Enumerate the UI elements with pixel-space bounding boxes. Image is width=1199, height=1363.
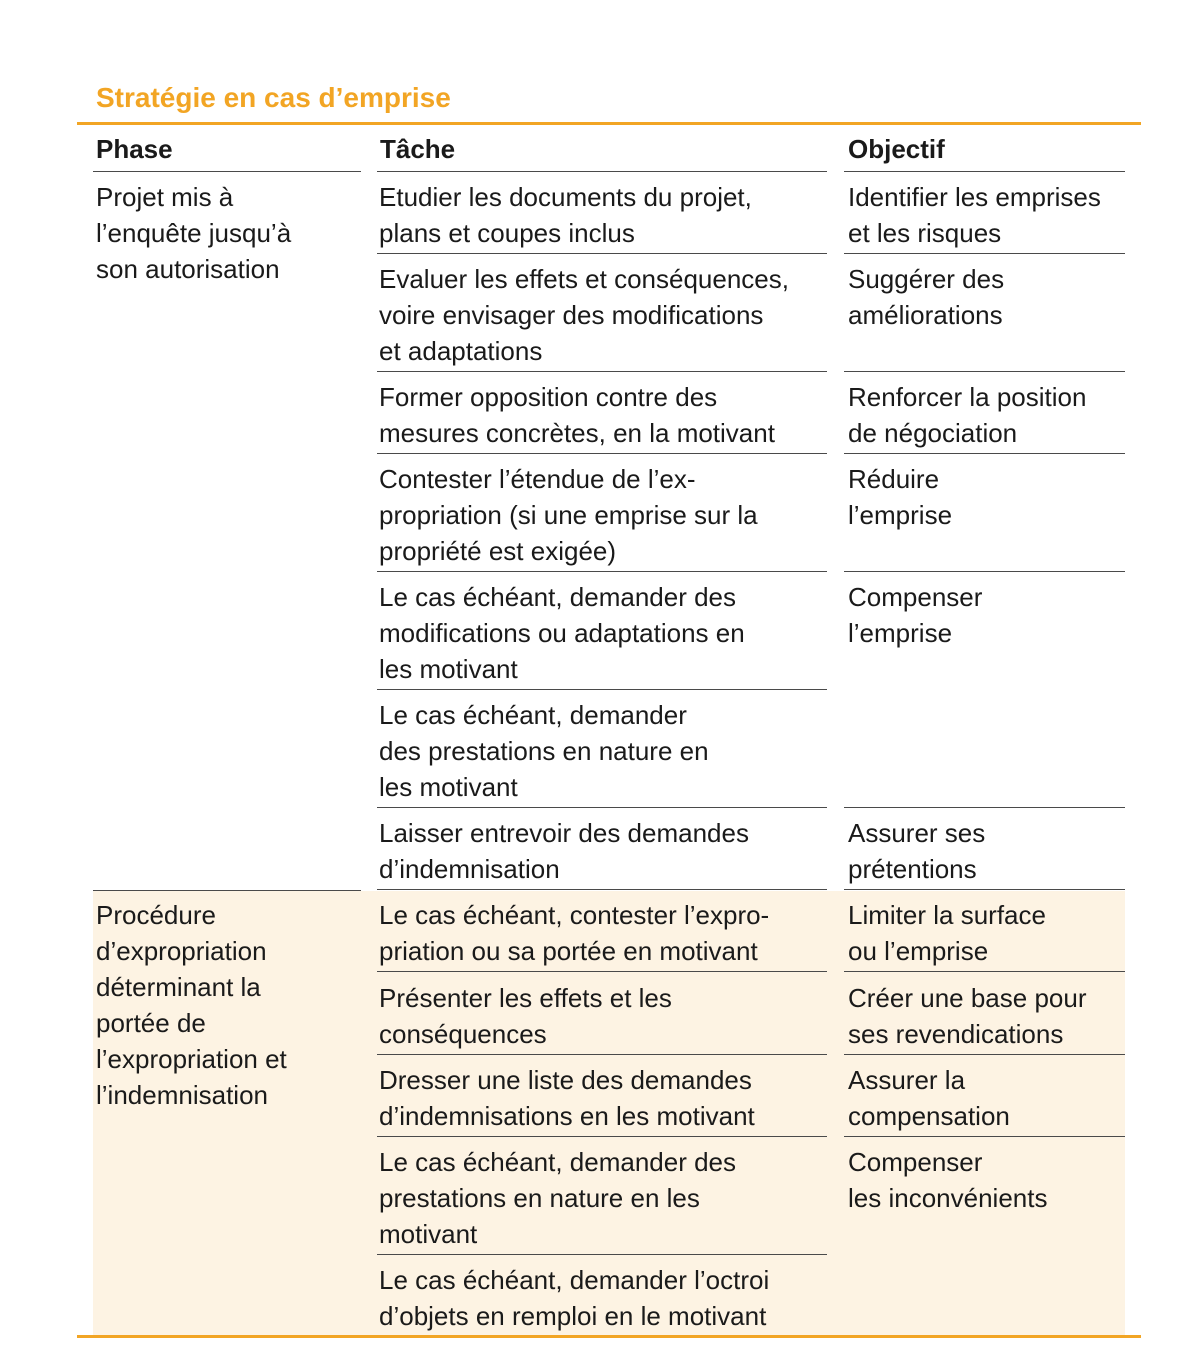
objectif-divider xyxy=(844,1054,1125,1055)
tache-cell-line: et adaptations xyxy=(379,336,543,366)
objectif-cell xyxy=(848,461,952,533)
objectif-divider xyxy=(844,1136,1125,1137)
tache-cell-line: Contester l’étendue de l’ex- xyxy=(379,464,696,494)
tache-cell xyxy=(379,379,775,451)
phase-cell-line: d’expropriation xyxy=(96,936,267,966)
tache-cell xyxy=(379,261,789,369)
tache-cell-line: plans et coupes inclus xyxy=(379,218,635,248)
objectif-cell-line: Renforcer la position xyxy=(848,382,1087,412)
tache-cell xyxy=(379,1144,736,1252)
phase-cell-line: l’indemnisation xyxy=(96,1080,268,1110)
objectif-divider xyxy=(844,971,1125,972)
tache-cell-line: prestations en nature en les xyxy=(379,1183,700,1213)
objectif-cell xyxy=(848,579,982,651)
phase-cell-line: déterminant la xyxy=(96,972,261,1002)
tache-divider xyxy=(377,571,827,572)
header-divider-phase xyxy=(93,171,361,172)
tache-divider xyxy=(377,889,827,890)
tache-cell-line: des prestations en nature en xyxy=(379,736,709,766)
objectif-cell-line: Compenser xyxy=(848,1147,983,1177)
tache-cell-line: d’objets en remploi en le motivant xyxy=(379,1301,767,1331)
objectif-divider xyxy=(844,807,1125,808)
tache-divider xyxy=(377,971,827,972)
objectif-divider xyxy=(844,571,1125,572)
objectif-cell-line: et les risques xyxy=(848,218,1002,248)
objectif-cell xyxy=(848,980,1086,1052)
tache-cell xyxy=(379,579,745,687)
objectif-cell-line: prétentions xyxy=(848,854,977,884)
objectif-cell xyxy=(848,379,1086,451)
objectif-cell-line: Identifier les emprises xyxy=(848,182,1101,212)
tache-cell xyxy=(379,461,758,569)
tache-cell-line: Etudier les documents du projet, xyxy=(379,182,752,212)
objectif-cell xyxy=(848,1144,1047,1216)
phase-cell-line: portée de xyxy=(96,1008,206,1038)
objectif-cell xyxy=(848,179,1101,251)
tache-divider xyxy=(377,689,827,690)
header-objectif: Objectif xyxy=(848,134,945,164)
header-phase: Phase xyxy=(96,134,173,164)
objectif-cell xyxy=(848,1062,1010,1134)
tache-divider xyxy=(377,1136,827,1137)
objectif-cell-line: ses revendications xyxy=(848,1019,1064,1049)
tache-cell-line: Le cas échéant, demander des xyxy=(379,1147,737,1177)
phase-divider xyxy=(93,890,361,891)
tache-cell xyxy=(379,980,672,1052)
objectif-cell-line: de négociation xyxy=(848,418,1018,448)
objectif-cell-line: l’emprise xyxy=(848,500,953,530)
tache-cell xyxy=(379,1062,755,1134)
tache-cell-line: Le cas échéant, contester l’expro- xyxy=(379,900,770,930)
objectif-cell xyxy=(848,897,1046,969)
tache-cell-line: Dresser une liste des demandes xyxy=(379,1065,752,1095)
objectif-cell-line: compensation xyxy=(848,1101,1010,1131)
objectif-cell-line: les inconvénients xyxy=(848,1183,1048,1213)
header-tache: Tâche xyxy=(380,134,456,164)
objectif-cell-line: Limiter la surface xyxy=(848,900,1046,930)
tache-cell-line: Le cas échéant, demander xyxy=(379,700,687,730)
objectif-cell-line: Créer une base pour xyxy=(848,983,1087,1013)
tache-cell-line: Former opposition contre des xyxy=(379,382,718,412)
tache-cell xyxy=(379,697,709,805)
objectif-divider xyxy=(844,889,1125,890)
objectif-cell-line: l’emprise xyxy=(848,618,953,648)
tache-cell-line: Le cas échéant, demander l’octroi xyxy=(379,1265,770,1295)
objectif-cell xyxy=(848,815,985,887)
header-divider-tache xyxy=(377,171,827,172)
tache-cell-line: mesures concrètes, en la motivant xyxy=(379,418,775,448)
tache-cell-line: priation ou sa portée en motivant xyxy=(379,936,758,966)
phase-cell-line: l’enquête jusqu’à xyxy=(96,218,292,248)
objectif-cell-line: Assurer ses xyxy=(848,818,986,848)
tache-divider xyxy=(377,807,827,808)
tache-cell-line: propriation (si une emprise sur la xyxy=(379,500,758,530)
tache-divider xyxy=(377,371,827,372)
tache-cell-line: voire envisager des modifications xyxy=(379,300,764,330)
tache-divider xyxy=(377,453,827,454)
tache-cell-line: modifications ou adaptations en xyxy=(379,618,745,648)
phase-cell-line: Procédure xyxy=(96,900,216,930)
table-bottom-rule xyxy=(77,1335,1141,1338)
objectif-divider xyxy=(844,371,1125,372)
objectif-cell-line: Réduire xyxy=(848,464,940,494)
tache-cell-line: les motivant xyxy=(379,654,518,684)
objectif-cell-line: Compenser xyxy=(848,582,983,612)
objectif-cell-line: Assurer la xyxy=(848,1065,966,1095)
objectif-cell xyxy=(848,261,1004,333)
tache-cell-line: propriété est exigée) xyxy=(379,536,617,566)
title-rule xyxy=(77,122,1141,125)
phase-cell-line: l’expropriation et xyxy=(96,1044,287,1074)
phase-cell xyxy=(96,897,287,1113)
tache-divider xyxy=(377,1254,827,1255)
tache-cell xyxy=(379,179,752,251)
tache-cell-line: d’indemnisation xyxy=(379,854,560,884)
tache-cell-line: Présenter les effets et les xyxy=(379,983,672,1013)
phase-cell-line: son autorisation xyxy=(96,254,280,284)
tache-cell-line: Le cas échéant, demander des xyxy=(379,582,737,612)
objectif-divider xyxy=(844,453,1125,454)
header-divider-objectif xyxy=(844,171,1125,172)
table-title: Stratégie en cas d’emprise xyxy=(96,82,451,113)
phase-cell-line: Projet mis à xyxy=(96,182,234,212)
tache-cell xyxy=(379,1262,769,1334)
tache-cell-line: les motivant xyxy=(379,772,518,802)
tache-cell-line: motivant xyxy=(379,1219,478,1249)
phase-cell xyxy=(96,179,291,287)
objectif-cell-line: Suggérer des xyxy=(848,264,1005,294)
tache-cell-line: Laisser entrevoir des demandes xyxy=(379,818,749,848)
tache-cell xyxy=(379,815,749,887)
objectif-divider xyxy=(844,253,1125,254)
tache-cell-line: d’indemnisations en les motivant xyxy=(379,1101,755,1131)
tache-cell-line: Evaluer les effets et conséquences, xyxy=(379,264,789,294)
tache-divider xyxy=(377,253,827,254)
objectif-cell-line: améliorations xyxy=(848,300,1003,330)
objectif-cell-line: ou l’emprise xyxy=(848,936,989,966)
tache-cell xyxy=(379,897,769,969)
tache-divider xyxy=(377,1054,827,1055)
tache-cell-line: conséquences xyxy=(379,1019,547,1049)
